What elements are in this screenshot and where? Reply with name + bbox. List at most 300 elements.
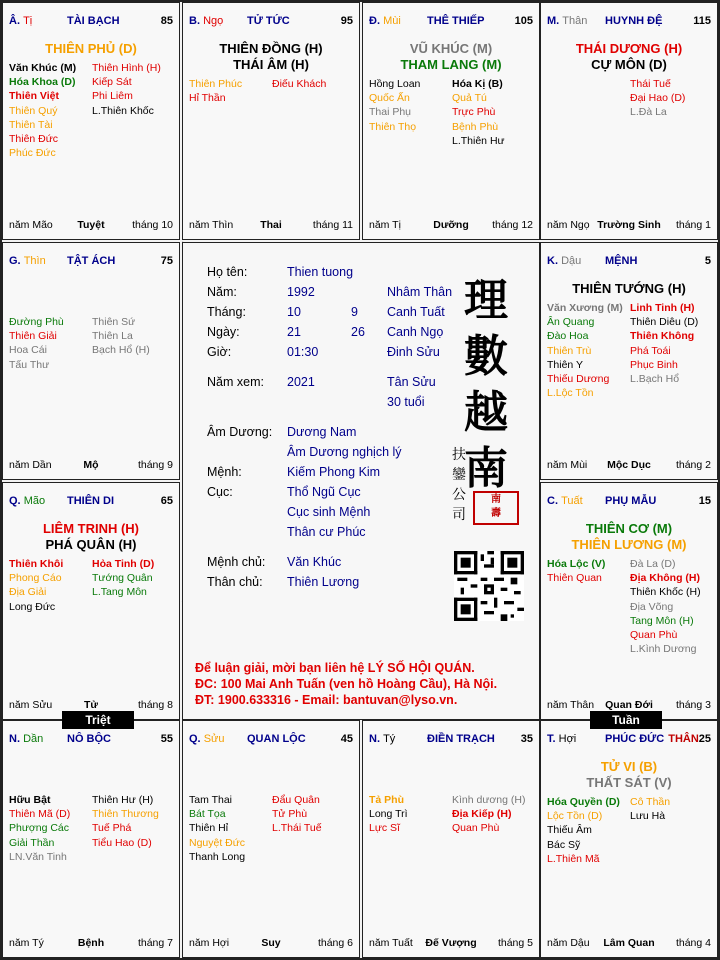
minor-star: Thiên Hình (H): [92, 62, 161, 74]
year-branch: năm Tị: [369, 219, 401, 231]
minor-star: Thiên Khốc (H): [630, 586, 701, 599]
branch-letter: Q.: [189, 733, 201, 745]
month-label: Tháng:: [207, 305, 246, 319]
stars-left: [547, 77, 630, 120]
branch-letter: Â.: [9, 15, 20, 27]
palace-thin[interactable]: [2, 242, 180, 480]
minor-star: Hóa Lộc (V): [547, 558, 606, 570]
branch-letter: Đ.: [369, 15, 380, 27]
hour-label: Giờ:: [207, 345, 232, 359]
palace-header: [547, 495, 711, 511]
minor-star: Giải Thần: [9, 836, 55, 849]
minor-star: Phục Binh: [630, 358, 678, 371]
minor-star: Hồng Loan: [369, 78, 421, 90]
minor-star: Trực Phù: [452, 106, 496, 119]
main-stars: [541, 521, 717, 553]
main-star: LIÊM TRINH (H): [42, 521, 140, 536]
palace-footer: [547, 459, 711, 473]
minor-star: L.Thiên Khốc: [92, 104, 154, 117]
view-year-value: 2021: [287, 375, 315, 389]
month-label: tháng 11: [312, 219, 353, 231]
minor-star: Thiên Giải: [9, 330, 57, 343]
branch-label: [547, 733, 576, 745]
minor-star: Thiên Khôi: [9, 558, 64, 570]
triet-tag: Triệt: [62, 711, 134, 729]
month-lunar: 10: [287, 305, 301, 319]
minor-star: Thiên Tài: [9, 118, 53, 131]
calligraphy-seal: 理數越南: [464, 275, 508, 494]
palace-footer: [369, 937, 533, 951]
main-star: THIÊN ĐỒNG (H): [219, 41, 323, 56]
palace-title: TỬ TỨC: [247, 15, 290, 27]
stars-right: [272, 77, 355, 105]
minor-star: Đại Hao (D): [630, 92, 686, 105]
main-star: THIÊN TƯỚNG (H): [572, 281, 686, 296]
minor-stars: [547, 557, 713, 656]
minor-stars: [369, 77, 535, 148]
main-stars: [3, 41, 179, 57]
palace-footer: [9, 459, 173, 473]
life-stage: Tử: [83, 699, 99, 711]
minor-star: Linh Tinh (H): [630, 302, 695, 314]
branch-label: [9, 495, 45, 507]
minor-star: Phượng Các: [9, 822, 70, 835]
palace-ty[interactable]: [362, 720, 540, 958]
palace-title: PHÚC ĐỨC: [605, 733, 665, 745]
main-star: THÁI DƯƠNG (H): [575, 41, 683, 56]
minor-star: Thiên Đức: [9, 133, 59, 146]
minor-star: Bạch Hổ (H): [92, 344, 150, 357]
branch-letter: N.: [369, 733, 380, 745]
year-branch: năm Thìn: [189, 219, 234, 231]
life-stage: Dưỡng: [433, 219, 469, 231]
minor-star: Thiên Quý: [9, 104, 58, 117]
palace-ti[interactable]: [2, 2, 180, 240]
branch-name: Tuất: [561, 495, 583, 507]
minor-star: Thiên Diêu (D): [630, 316, 699, 329]
branch-letter: G.: [9, 255, 21, 267]
than-marker: THÂN: [668, 733, 699, 745]
palace-title: QUAN LỘC: [247, 733, 306, 745]
minor-star: Địa Không (H): [630, 572, 700, 585]
minor-star: Kiếp Sát: [92, 76, 132, 89]
branch-label: [189, 15, 223, 27]
minor-stars: [9, 557, 175, 614]
palace-title: THIÊN DI: [67, 495, 115, 507]
minor-star: Lực Sĩ: [369, 822, 400, 835]
month-label: tháng 9: [137, 459, 173, 471]
menh-value: Kiếm Phong Kim: [287, 465, 381, 479]
minor-star: Thiên Thương: [92, 808, 159, 821]
minor-star: Địa Võng: [630, 600, 674, 613]
life-stage: Thai: [260, 219, 282, 231]
main-stars: [363, 41, 539, 73]
stars-right: [452, 77, 535, 148]
minor-star: L.Tang Môn: [92, 586, 147, 599]
palace-header: [547, 733, 711, 749]
stars-right: [92, 61, 175, 160]
minor-star: Đường Phù: [9, 316, 64, 328]
minor-star: Văn Khúc (M): [9, 62, 77, 74]
contact-line-3: ĐT: 1900.633316 - Email: bantuvan@lyso.vn.: [195, 693, 458, 707]
minor-star: Thiên Không: [630, 330, 695, 343]
palace-name: [427, 733, 495, 745]
palace-footer: [9, 219, 173, 233]
day-canchi: Canh Ngọ: [387, 325, 444, 339]
stars-right: [272, 793, 355, 864]
palace-hoi[interactable]: [540, 720, 718, 958]
life-stage: Quan Đới: [605, 699, 653, 711]
main-stars: [3, 521, 179, 553]
decade-number: 35: [520, 733, 533, 745]
minor-star: L.Bạch Hổ: [630, 373, 680, 386]
amduong-note: Âm Dương nghịch lý: [287, 445, 402, 459]
minor-star: LN.Văn Tinh: [9, 850, 67, 863]
main-stars: [541, 41, 717, 73]
decade-number: 65: [160, 495, 173, 507]
stars-right: [630, 795, 713, 866]
minor-stars: [9, 61, 175, 160]
decade-number: 5: [704, 255, 711, 267]
stars-right: [630, 557, 713, 656]
minor-star: Thiếu Âm: [547, 824, 592, 837]
minor-star: L.Thiên Mã: [547, 852, 600, 865]
palace-title: TẬT ÁCH: [67, 255, 116, 267]
cuc-note: Cục sinh Mệnh: [287, 505, 371, 519]
month-label: tháng 4: [675, 937, 711, 949]
main-stars: [541, 759, 717, 791]
minor-star: Phong Cáo: [9, 572, 62, 585]
branch-name: Mão: [23, 495, 46, 507]
life-stage: Suy: [261, 937, 281, 949]
minor-star: Địa Giải: [9, 586, 47, 599]
branch-letter: Q.: [9, 495, 21, 507]
month-label: tháng 12: [492, 219, 533, 231]
minor-star: Tử Phù: [272, 808, 308, 821]
name-label: Họ tên:: [207, 265, 248, 279]
minor-star: Cô Thần: [630, 796, 671, 808]
branch-label: [9, 733, 43, 745]
stars-left: [369, 793, 452, 836]
branch-letter: K.: [547, 255, 558, 267]
year-label: Năm:: [207, 285, 237, 299]
main-star: PHÁ QUÂN (H): [45, 537, 137, 552]
branch-name: Tý: [383, 733, 396, 745]
stars-left: [9, 315, 92, 372]
age-value: 30 tuổi: [387, 395, 425, 409]
month-canchi: Canh Tuất: [387, 305, 445, 319]
year-branch: năm Hợi: [189, 937, 230, 949]
minor-star: Phi Liêm: [92, 90, 133, 103]
cuc-value: Thổ Ngũ Cục: [287, 485, 361, 499]
minor-star: Hóa Khoa (D): [9, 76, 76, 89]
decade-number: 15: [698, 495, 711, 507]
menh-label: Mệnh:: [207, 465, 242, 479]
palace-name: [427, 15, 484, 27]
stars-left: [189, 793, 272, 864]
branch-letter: C.: [547, 495, 558, 507]
branch-letter: B.: [189, 15, 200, 27]
palace-header: [9, 255, 173, 271]
year-value: 1992: [287, 285, 315, 299]
minor-star: Thiên Quan: [547, 572, 602, 585]
branch-label: [369, 733, 395, 745]
minor-star: Văn Xương (M): [547, 302, 623, 314]
palace-name: [605, 495, 656, 507]
minor-star: Thiếu Dương: [547, 373, 610, 386]
palace-name: [605, 15, 662, 27]
palace-name: [605, 255, 637, 267]
red-stamp: 南 壽: [473, 491, 519, 525]
minor-star: Quan Phù: [630, 629, 678, 642]
palace-title: TÀI BẠCH: [67, 15, 120, 27]
branch-letter: T.: [547, 733, 556, 745]
month-label: tháng 5: [497, 937, 533, 949]
stars-left: [9, 61, 92, 160]
than-chu-value: Thiên Lương: [287, 575, 360, 589]
day-label: Ngày:: [207, 325, 240, 339]
minor-star: Tang Môn (H): [630, 614, 694, 627]
palace-header: [369, 733, 533, 749]
palace-name: [67, 15, 120, 27]
day-solar: 26: [351, 325, 365, 339]
life-stage: Bệnh: [77, 937, 105, 949]
hour-value: 01:30: [287, 345, 319, 359]
minor-star: Long Trì: [369, 808, 408, 821]
minor-star: Tiểu Hao (D): [92, 836, 152, 849]
minor-star: Hoa Cái: [9, 344, 47, 357]
month-label: tháng 3: [675, 699, 711, 711]
palace-header: [9, 15, 173, 31]
main-star: VŨ KHÚC (M): [409, 41, 493, 56]
year-canchi: Nhâm Thân: [387, 285, 453, 299]
decade-number: 85: [160, 15, 173, 27]
than-chu-label: Thân chủ:: [207, 575, 263, 589]
minor-stars: [9, 793, 175, 864]
view-year-canchi: Tân Sửu: [387, 375, 436, 389]
branch-name: Tị: [23, 15, 33, 27]
minor-star: Bát Tọa: [189, 808, 226, 821]
minor-star: Thiên Trù: [547, 344, 592, 357]
main-star: THAM LANG (M): [400, 57, 502, 72]
decade-number: 75: [160, 255, 173, 267]
main-star: CỰ MÔN (D): [591, 57, 667, 72]
minor-star: Thiên Sứ: [92, 316, 136, 328]
main-star: THIÊN PHỦ (D): [45, 41, 137, 56]
day-lunar: 21: [287, 325, 301, 339]
month-label: tháng 6: [317, 937, 353, 949]
palace-title: THÊ THIẾP: [427, 15, 485, 27]
main-stars: [183, 41, 359, 73]
amduong-value: Dương Nam: [287, 425, 357, 439]
decade-number: 45: [340, 733, 353, 745]
palace-dan[interactable]: [2, 720, 180, 958]
palace-header: [369, 15, 533, 31]
qr-code-icon[interactable]: [454, 551, 524, 621]
branch-name: Dần: [23, 733, 44, 745]
calligraphy-small: 扶鑾公司: [452, 447, 466, 523]
minor-star: Long Đức: [9, 600, 56, 613]
main-stars: [541, 281, 717, 297]
branch-name: Mùi: [383, 15, 401, 27]
palace-than[interactable]: [540, 2, 718, 240]
palace-header: [189, 733, 353, 749]
minor-star: Ân Quang: [547, 316, 595, 329]
palace-header: [547, 15, 711, 31]
branch-letter: N.: [9, 733, 20, 745]
branch-label: [9, 255, 46, 267]
month-label: tháng 8: [137, 699, 173, 711]
minor-star: Hóa Kị (B): [452, 78, 503, 90]
minor-star: Kình dương (H): [452, 794, 526, 806]
minor-star: Nguyệt Đức: [189, 836, 246, 849]
minor-star: Thiên Mã (D): [9, 808, 71, 821]
minor-star: Thiên Việt: [9, 90, 59, 103]
minor-stars: [547, 301, 713, 400]
minor-star: Tướng Quân: [92, 572, 153, 585]
minor-star: L.Kình Dương: [630, 643, 697, 656]
stars-left: [547, 557, 630, 656]
year-branch: năm Dần: [9, 459, 52, 471]
main-star: THIÊN CƠ (M): [585, 521, 673, 536]
palace-ngo[interactable]: [182, 2, 360, 240]
minor-star: Điếu Khách: [272, 78, 327, 90]
minor-star: Thiên Hư (H): [92, 794, 154, 806]
branch-name: Hợi: [558, 733, 577, 745]
branch-label: [547, 15, 587, 27]
center-info-panel: [182, 242, 540, 720]
palace-name: [67, 495, 114, 507]
branch-label: [547, 255, 581, 267]
minor-star: Quốc Ấn: [369, 92, 410, 105]
year-branch: năm Tý: [9, 937, 44, 949]
branch-label: [189, 733, 225, 745]
minor-stars: [547, 77, 713, 120]
life-stage: Mộc Dục: [607, 459, 651, 471]
minor-star: Đà La (D): [630, 558, 676, 570]
branch-label: [547, 495, 583, 507]
main-star: TỬ VI (B): [600, 759, 658, 774]
palace-title: ĐIỀN TRẠCH: [427, 733, 495, 745]
decade-number: 25: [698, 733, 711, 745]
palace-header: [547, 255, 711, 271]
palace-mao[interactable]: [2, 482, 180, 720]
minor-star: Thiên Thọ: [369, 120, 417, 133]
palace-title: HUYNH ĐỆ: [605, 15, 663, 27]
stars-left: [9, 793, 92, 864]
branch-name: Thân: [562, 15, 588, 27]
palace-tuat[interactable]: [540, 482, 718, 720]
decade-number: 55: [160, 733, 173, 745]
decade-number: 115: [693, 15, 711, 27]
year-branch: năm Tuất: [369, 937, 413, 949]
minor-star: Tấu Thư: [9, 358, 50, 371]
minor-star: Hữu Bật: [9, 794, 51, 806]
minor-star: Hỉ Thần: [189, 92, 226, 105]
stars-right: [92, 315, 175, 372]
life-stage: Đế Vượng: [425, 937, 477, 949]
year-branch: năm Sửu: [9, 699, 53, 711]
year-branch: năm Dậu: [547, 937, 590, 949]
month-solar: 9: [351, 305, 358, 319]
minor-star: Thiên La: [92, 330, 133, 343]
branch-name: Dậu: [561, 255, 582, 267]
minor-stars: [189, 77, 355, 105]
minor-star: L.Đà La: [630, 106, 667, 119]
minor-star: Lộc Tồn (D): [547, 810, 603, 823]
palace-header: [9, 495, 173, 511]
year-branch: năm Mùi: [547, 459, 588, 471]
minor-stars: [189, 793, 355, 864]
palace-title: MỆNH: [605, 255, 638, 267]
palace-name: [247, 15, 290, 27]
year-branch: năm Mão: [9, 219, 53, 231]
decade-number: 95: [340, 15, 353, 27]
year-branch: năm Ngọ: [547, 219, 590, 231]
life-stage: Trường Sinh: [597, 219, 661, 231]
year-branch: năm Thân: [547, 699, 595, 711]
minor-star: Thái Tuế: [630, 78, 671, 90]
life-stage: Mộ: [83, 459, 99, 471]
palace-name: [67, 255, 115, 267]
life-stage: Tuyệt: [77, 219, 105, 231]
palace-name: [67, 733, 111, 745]
palace-title: PHỤ MẪU: [605, 495, 657, 507]
minor-star: L.Lộc Tồn: [547, 387, 594, 400]
palace-footer: [547, 219, 711, 233]
palace-dau[interactable]: [540, 242, 718, 480]
minor-star: Hóa Quyền (D): [547, 796, 620, 808]
minor-star: Tam Thai: [189, 794, 232, 806]
palace-mui[interactable]: [362, 2, 540, 240]
palace-name: [247, 733, 306, 745]
tuan-tag: Tuần: [590, 711, 662, 729]
contact-line-2: ĐC: 100 Mai Anh Tuấn (ven hồ Hoàng Cầu), Hà Nội.: [195, 677, 498, 691]
minor-star: Tuế Phá: [92, 822, 132, 835]
main-star: THIÊN LƯƠNG (M): [571, 537, 687, 552]
main-star: THẤT SÁT (V): [586, 775, 672, 790]
life-stage: Lâm Quan: [603, 937, 655, 949]
palace-footer: [547, 937, 711, 951]
stars-right: [92, 793, 175, 864]
minor-star: Bác Sỹ: [547, 838, 581, 851]
cuc-label: Cục:: [207, 485, 233, 499]
minor-star: Quả Tú: [452, 92, 487, 105]
stars-left: [369, 77, 452, 148]
month-label: tháng 1: [675, 219, 711, 231]
month-label: tháng 7: [137, 937, 173, 949]
palace-footer: [189, 219, 353, 233]
minor-star: Phúc Đức: [9, 147, 56, 160]
palace-name: [605, 733, 699, 745]
stars-right: [630, 77, 713, 120]
than-cu-note: Thân cư Phúc: [287, 525, 366, 539]
palace-suu[interactable]: [182, 720, 360, 958]
stars-right: [452, 793, 535, 836]
amduong-label: Âm Dương:: [207, 425, 273, 439]
contact-line-1: Để luận giải, mời bạn liên hệ LÝ SỐ HỘI QUÁN.: [195, 661, 475, 675]
branch-name: Sửu: [203, 733, 225, 745]
minor-star: Thiên Phúc: [189, 78, 243, 90]
palace-header: [9, 733, 173, 749]
stars-left: [9, 557, 92, 614]
palace-title: NÔ BỘC: [67, 733, 111, 745]
stars-right: [630, 301, 713, 400]
stars-left: [547, 301, 630, 400]
minor-stars: [547, 795, 713, 866]
menh-chu-value: Văn Khúc: [287, 555, 342, 569]
minor-star: Thai Phụ: [369, 106, 412, 119]
